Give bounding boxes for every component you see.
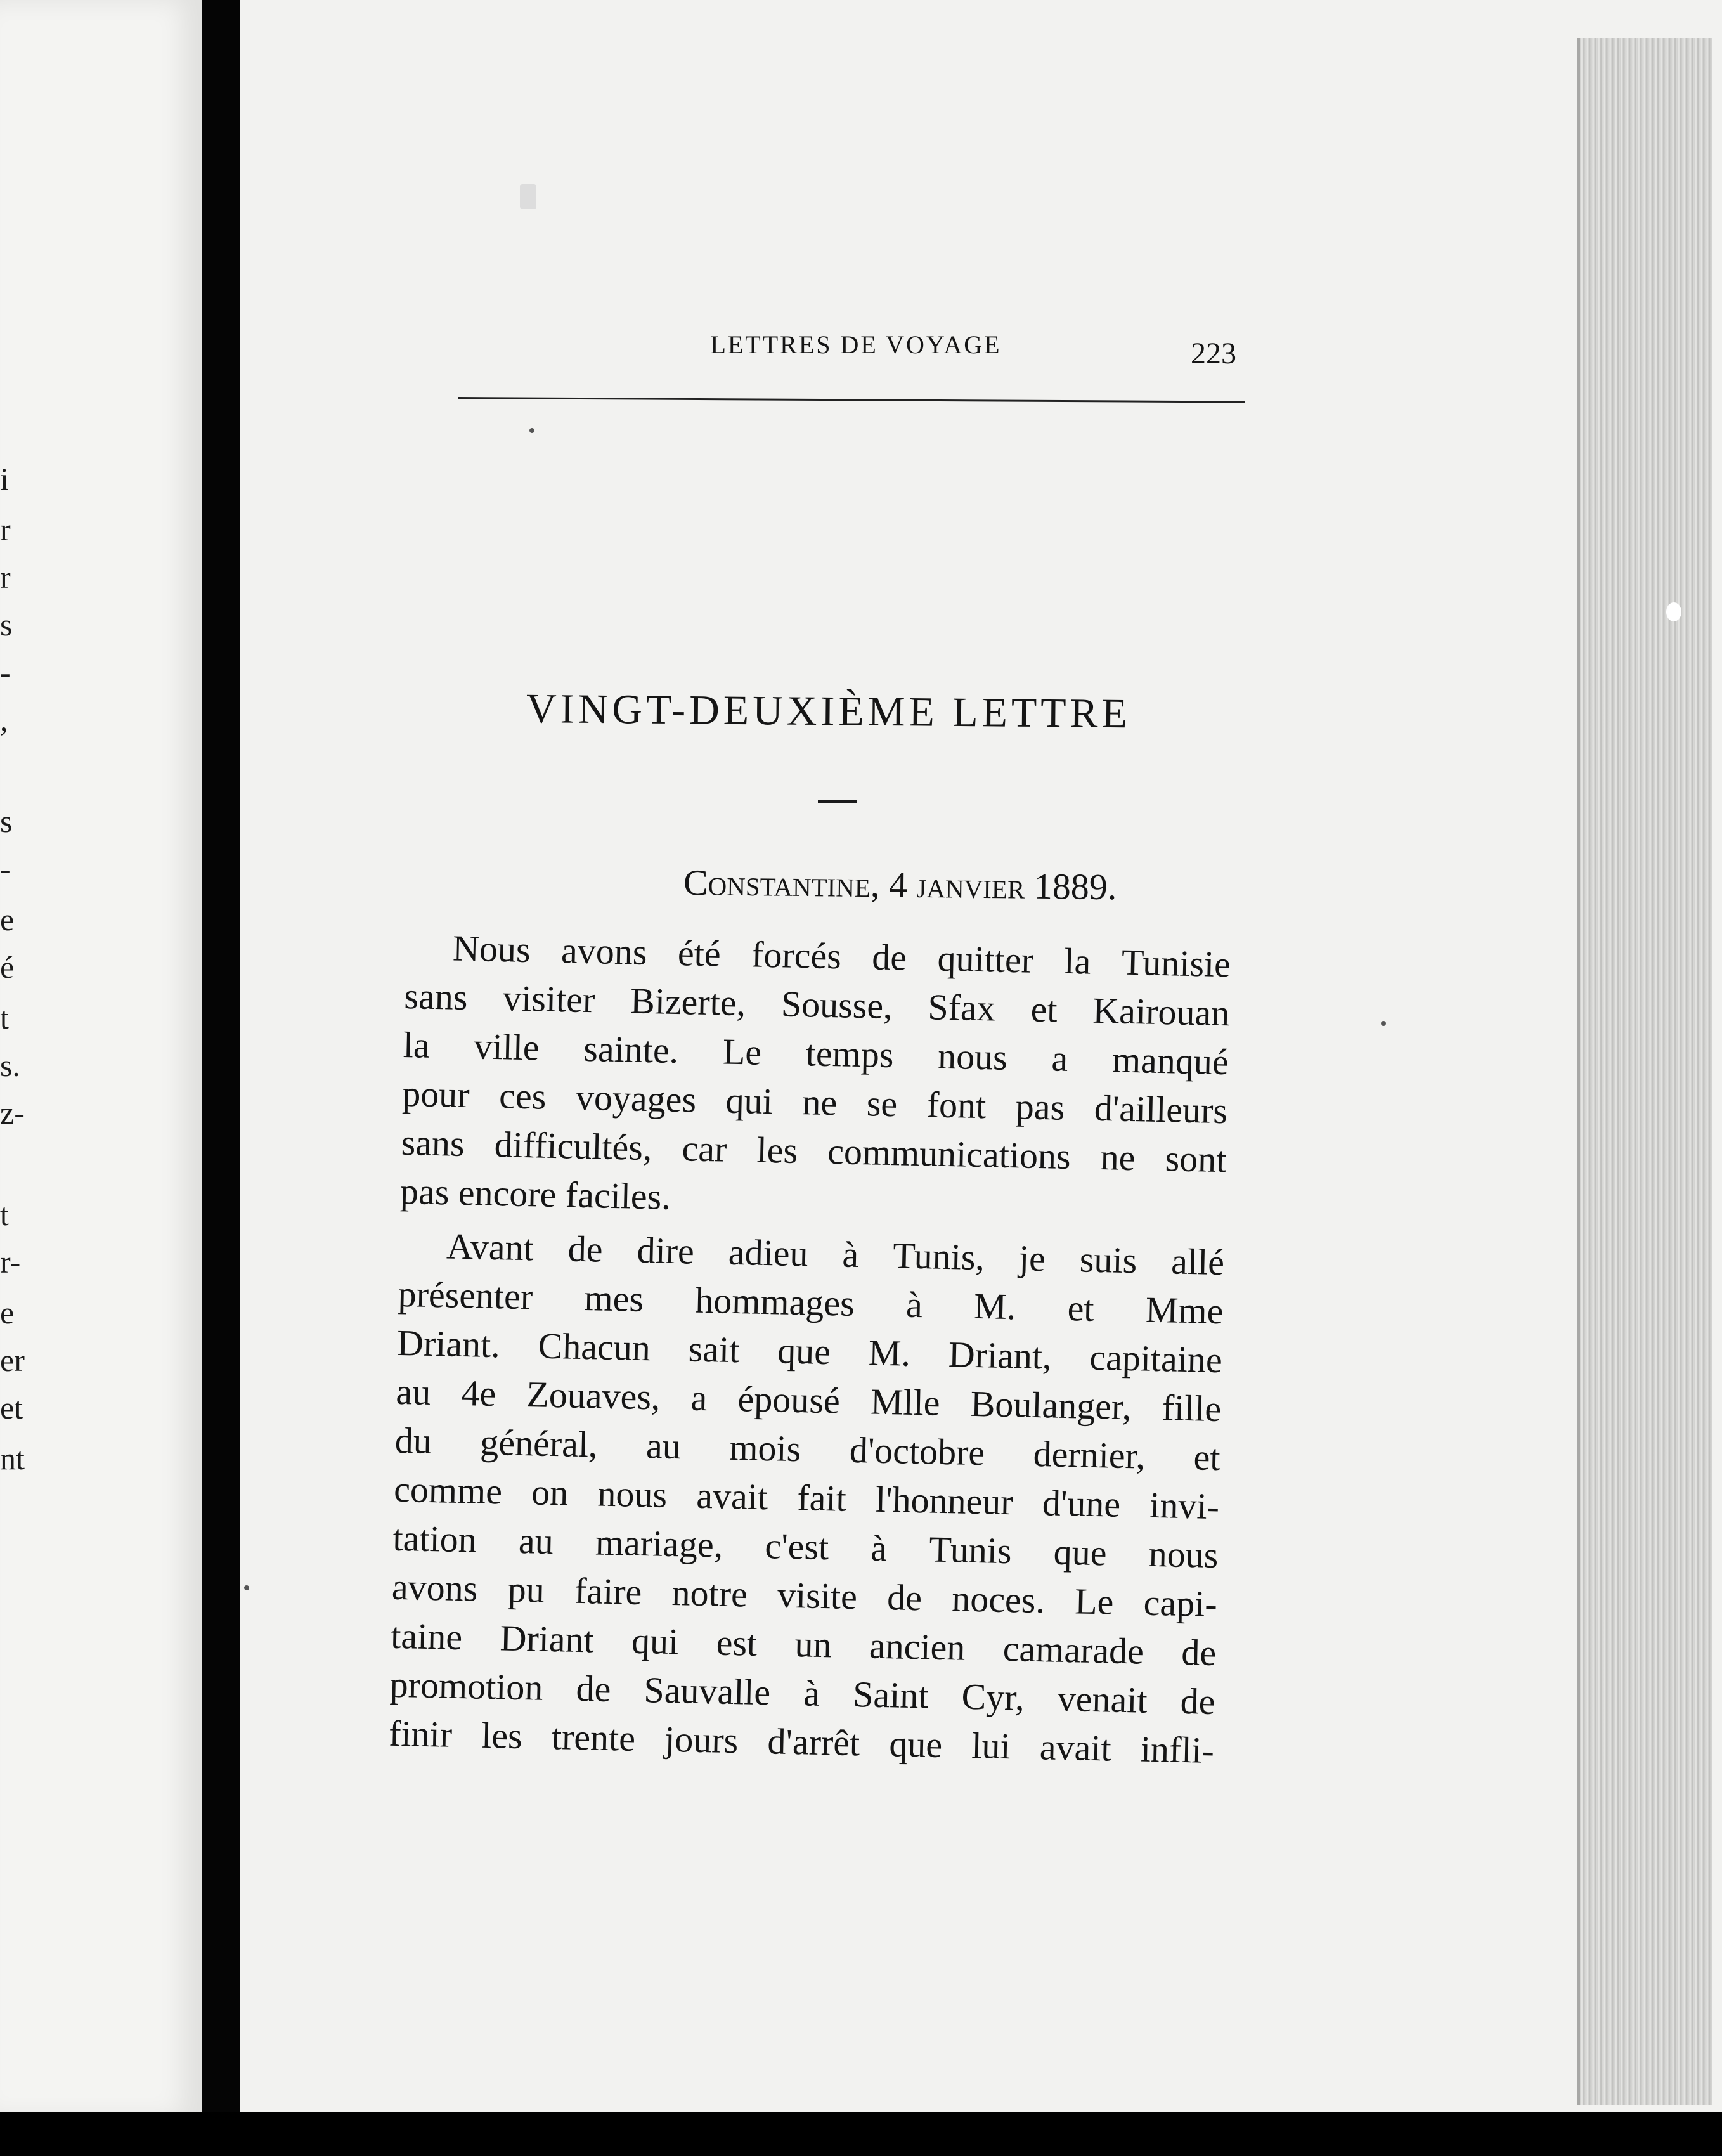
left-page-fragment: r-: [0, 1244, 21, 1280]
text-line: finir les trente jours d'arrêt que lui avait infli-: [388, 1712, 1215, 1771]
left-page-fragment: t: [0, 1000, 9, 1036]
text-line: pour ces voyages qui ne se font pas d'ailleurs: [401, 1072, 1228, 1132]
text-line: présenter mes hommages à M. et Mme: [398, 1273, 1224, 1332]
scan-speck: [244, 1585, 249, 1590]
left-page-fragment: é: [0, 949, 15, 985]
scan-speck: [520, 184, 536, 209]
left-page-fragment: s.: [0, 1048, 20, 1083]
text-line: du général, au mois d'octobre dernier, et: [394, 1419, 1221, 1479]
left-page-fragment: r: [0, 559, 11, 595]
running-head: LETTRES DE VOYAGE: [710, 330, 1002, 359]
left-page-fragment: -: [0, 654, 11, 690]
text-line: la ville sainte. Le temps nous a manqué: [403, 1023, 1229, 1083]
left-page-fragment: t: [0, 1197, 9, 1232]
text-line: taine Driant qui est un ancien camarade de: [390, 1614, 1217, 1674]
text-line: sans difficultés, car les communications ne sont: [401, 1121, 1227, 1181]
title-separator-dash: [818, 800, 857, 803]
left-page-fragment: et: [0, 1390, 23, 1425]
left-page-fragment: e: [0, 1295, 15, 1330]
scan-speck: [529, 428, 534, 433]
scan-speck: [1381, 1021, 1386, 1026]
left-page: [0, 0, 202, 2118]
left-page-fragment: s: [0, 803, 13, 839]
text-line: Driant. Chacun sait que M. Driant, capitaine: [396, 1322, 1223, 1381]
page-block-edge: [1577, 38, 1712, 2105]
scan-speck: [1666, 602, 1681, 621]
text-line: comme on nous avait fait l'honneur d'une invi-: [393, 1468, 1220, 1528]
text-line: tation au mariage, c'est à Tunis que nous: [392, 1517, 1219, 1576]
left-page-fragment: ,: [0, 702, 8, 737]
text-line: sans visiter Bizerte, Sousse, Sfax et Kairouan: [403, 975, 1230, 1034]
left-page-fragment: s: [0, 607, 13, 642]
left-page-fragment: -: [0, 851, 11, 886]
text-line: promotion de Sauvalle à Saint Cyr, venait de: [389, 1663, 1216, 1722]
left-page-fragment: i: [0, 461, 9, 497]
chapter-title: VINGT-DEUXIÈME LETTRE: [526, 685, 1132, 737]
text-line: pas encore faciles.: [399, 1170, 671, 1218]
left-page-fragment: e: [0, 902, 15, 937]
dateline: Constantine, 4 janvier 1889.: [683, 862, 1117, 908]
book-gutter: [202, 0, 240, 2156]
left-page-fragment: r: [0, 512, 11, 547]
text-line: Nous avons été forcés de quitter la Tunisie: [452, 927, 1231, 985]
scan-border-bottom: [0, 2112, 1722, 2156]
left-page-fragment: er: [0, 1342, 25, 1378]
text-line: avons pu faire notre visite de noces. Le capi-: [391, 1566, 1218, 1625]
left-page-fragment: nt: [0, 1441, 25, 1476]
page-number: 223: [1191, 337, 1236, 370]
left-page-fragment: z-: [0, 1095, 25, 1131]
body-text: [388, 923, 1231, 1775]
text-line: Avant de dire adieu à Tunis, je suis allé: [446, 1225, 1225, 1283]
text-line: au 4e Zouaves, a épousé Mlle Boulanger, fille: [395, 1370, 1222, 1430]
